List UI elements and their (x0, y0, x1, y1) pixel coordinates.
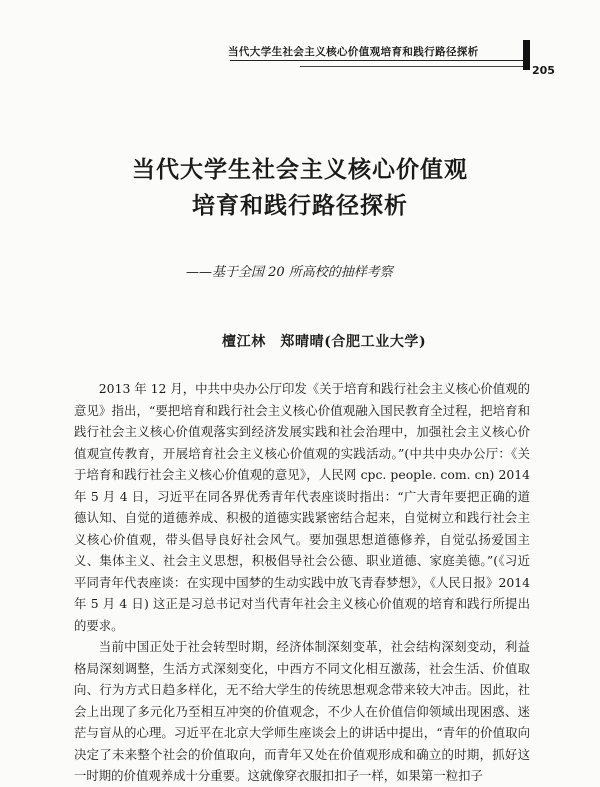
page-number: 205 (532, 64, 555, 77)
body-paragraph-2: 当前中国正处于社会转型时期，经济体制深刻变革，社会结构深刻变动，利益格局深刻调整，生活方式深刻变化，中西方不同文化相互激荡，社会生活、价值取向、行为方式日趋多样化，无不给大学生的传统思想观念带来较大冲击。因此，社会上出现了多元化乃至相互冲突的价值观念，不少人在价值信仰领域出现困惑、迷茫与盲从的心理。习近平在北京大学师生座谈会上的讲话中提出，“青年的价值取向决定了未来整个社会的价值取向，而青年又处在价值观形成和确立的时期，抓好这一时期的价值观养成十分重要。这就像穿衣服扣扣子一样，如果第一粒扣子 (74, 639, 530, 783)
article-title (0, 152, 600, 224)
body-paragraph-1: 2013 年 12 月，中共中央办公厅印发《关于培育和践行社会主义核心价值观的意见》指出，“要把培育和践行社会主义核心价值观融入国民教育全过程，把培育和践行社会主义核心价值观落实到经济发展实践和社会治理中，加强社会主义核心价值观宣传教育，开展培育社会主义核心价值观的实践活动。”(中共中央办公厅：《关于培育和践行社会主义核心价值观的意见》，人民网 cpc. people. com. cn) 2014 年 5 月 4 日，习近平在同各界优秀青年代表座谈时指出：“广大青年要把正确的道德认知、自觉的道德养成、积极的道德实践紧密结合起来，自觉树立和践行社会主义核心价值观，带头倡导良好社会风气。要加强思想道德修养，自觉弘扬爱国主义、集体主义、社会主义思想，积极倡导社会公德、职业道德、家庭美德。”(《习近平同青年代表座谈：在实现中国梦的生动实践中放飞青春梦想》，《人民日报》2014 年 5 月 4 日) 这正是习总书记对当代青年社会主义核心价值观的培育和践行所提出的要求。 (74, 381, 530, 633)
running-head-rule (230, 60, 530, 61)
article-title-line-2: 培育和践行路径探析 (192, 193, 408, 219)
running-head-title: 当代大学生社会主义核心价值观培育和践行路径探析 (228, 46, 479, 58)
running-head (0, 0, 600, 90)
article-title-line-1: 当代大学生社会主义核心价值观 (132, 157, 468, 183)
running-head-bar (523, 40, 530, 70)
article-body (74, 378, 530, 787)
article-authors: 檀江林 郑晴晴(合肥工业大学) (222, 334, 427, 350)
article-subtitle: ——基于全国 20 所高校的抽样考察 (186, 265, 393, 280)
running-head-thin-rule (300, 66, 530, 67)
